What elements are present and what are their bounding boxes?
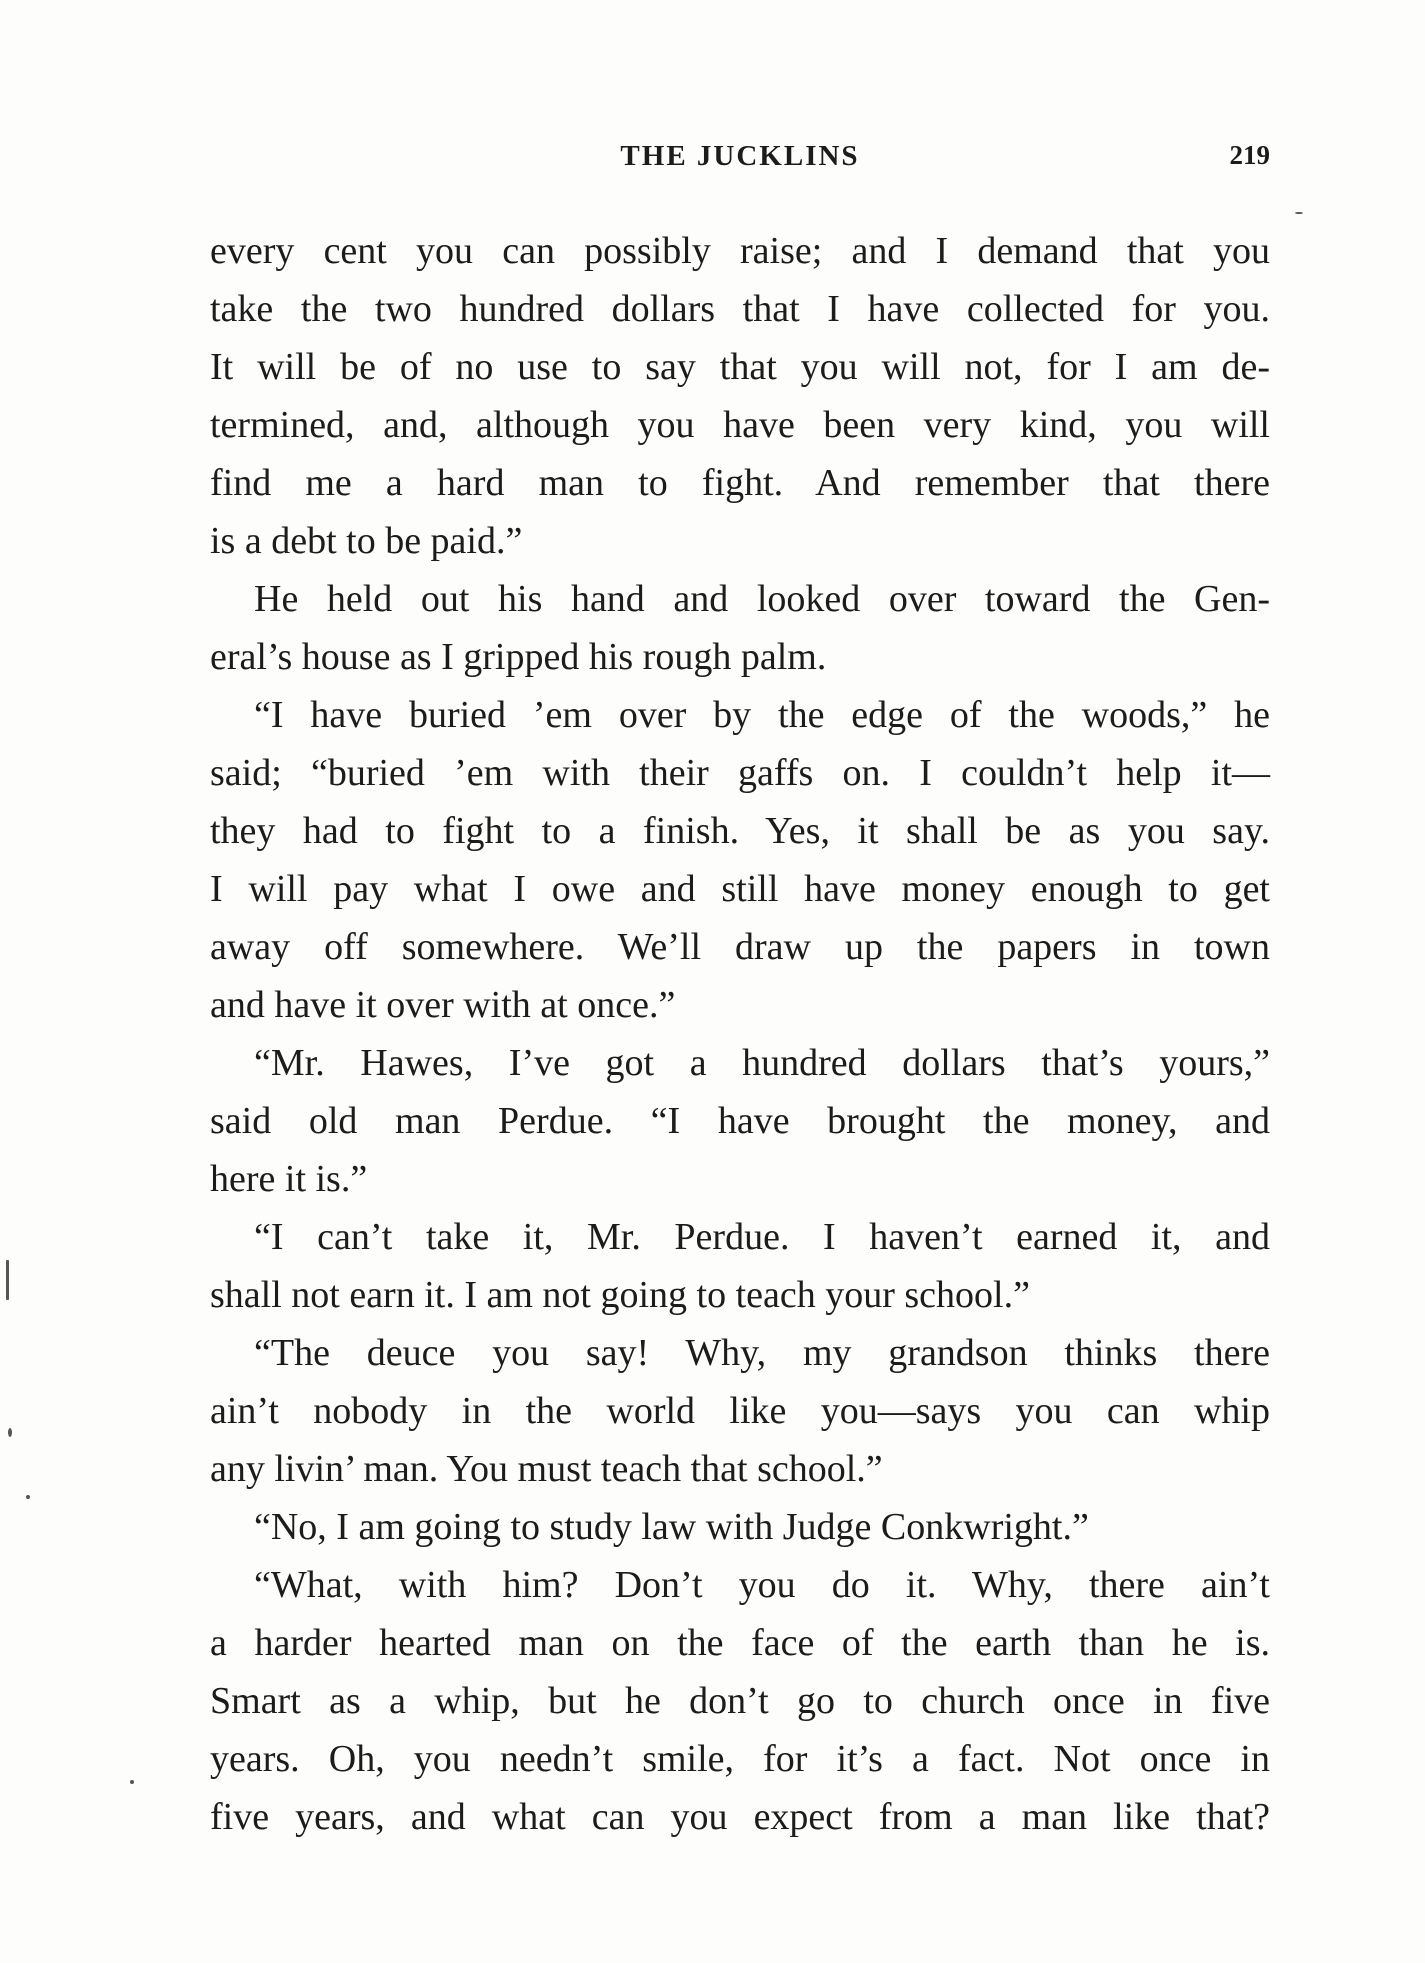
body-text: [210, 222, 1270, 1846]
text-line: shall not earn it. I am not going to teach your school.”: [210, 1274, 1030, 1316]
text-line: find me a hard man to fight. And remember that there: [210, 462, 1270, 504]
text-line: “No, I am going to study law with Judge Conkwright.”: [254, 1506, 1089, 1548]
text-line: He held out his hand and looked over toward the Gen-: [254, 578, 1270, 620]
text-line: eral’s house as I gripped his rough palm.: [210, 636, 827, 678]
print-speck: [6, 1260, 9, 1300]
text-line: “I can’t take it, Mr. Perdue. I haven’t earned it, and: [254, 1216, 1270, 1258]
text-line: five years, and what can you expect from a man like that?: [210, 1796, 1270, 1838]
page-number: 219: [1229, 140, 1270, 170]
text-line: Smart as a whip, but he don’t go to church once in five: [210, 1680, 1270, 1722]
running-title: THE JUCKLINS: [620, 140, 860, 172]
text-line: said; “buried ’em with their gaffs on. I couldn’t help it—: [210, 752, 1270, 794]
text-line: I will pay what I owe and still have money enough to get: [210, 868, 1270, 910]
text-line: ain’t nobody in the world like you—says you can whip: [210, 1390, 1270, 1432]
text-line: any livin’ man. You must teach that school.”: [210, 1448, 883, 1490]
text-line: “I have buried ’em over by the edge of the woods,” he: [254, 694, 1270, 736]
text-line: “What, with him? Don’t you do it. Why, there ain’t: [254, 1564, 1270, 1606]
page-header: [210, 140, 1270, 184]
text-line: It will be of no use to say that you will not, for I am de-: [210, 346, 1270, 388]
text-line: “Mr. Hawes, I’ve got a hundred dollars that’s yours,”: [254, 1042, 1270, 1084]
text-line: termined, and, although you have been very kind, you will: [210, 404, 1270, 446]
print-speck: [8, 1428, 12, 1437]
text-line: every cent you can possibly raise; and I demand that you: [210, 230, 1270, 272]
text-line: here it is.”: [210, 1158, 368, 1200]
text-line: said old man Perdue. “I have brought the money, and: [210, 1100, 1270, 1142]
print-speck: [26, 1495, 30, 1499]
text-line: away off somewhere. We’ll draw up the papers in town: [210, 926, 1270, 968]
text-line: is a debt to be paid.”: [210, 520, 523, 562]
text-line: a harder hearted man on the face of the earth than he is.: [210, 1622, 1270, 1664]
text-line: they had to fight to a finish. Yes, it shall be as you say.: [210, 810, 1270, 852]
text-line: “The deuce you say! Why, my grandson thinks there: [254, 1332, 1270, 1374]
text-line: take the two hundred dollars that I have collected for you.: [210, 288, 1270, 330]
text-line: years. Oh, you needn’t smile, for it’s a fact. Not once in: [210, 1738, 1270, 1780]
print-speck: [130, 1780, 134, 1784]
print-speck: [1295, 212, 1303, 214]
text-line: and have it over with at once.”: [210, 984, 676, 1026]
